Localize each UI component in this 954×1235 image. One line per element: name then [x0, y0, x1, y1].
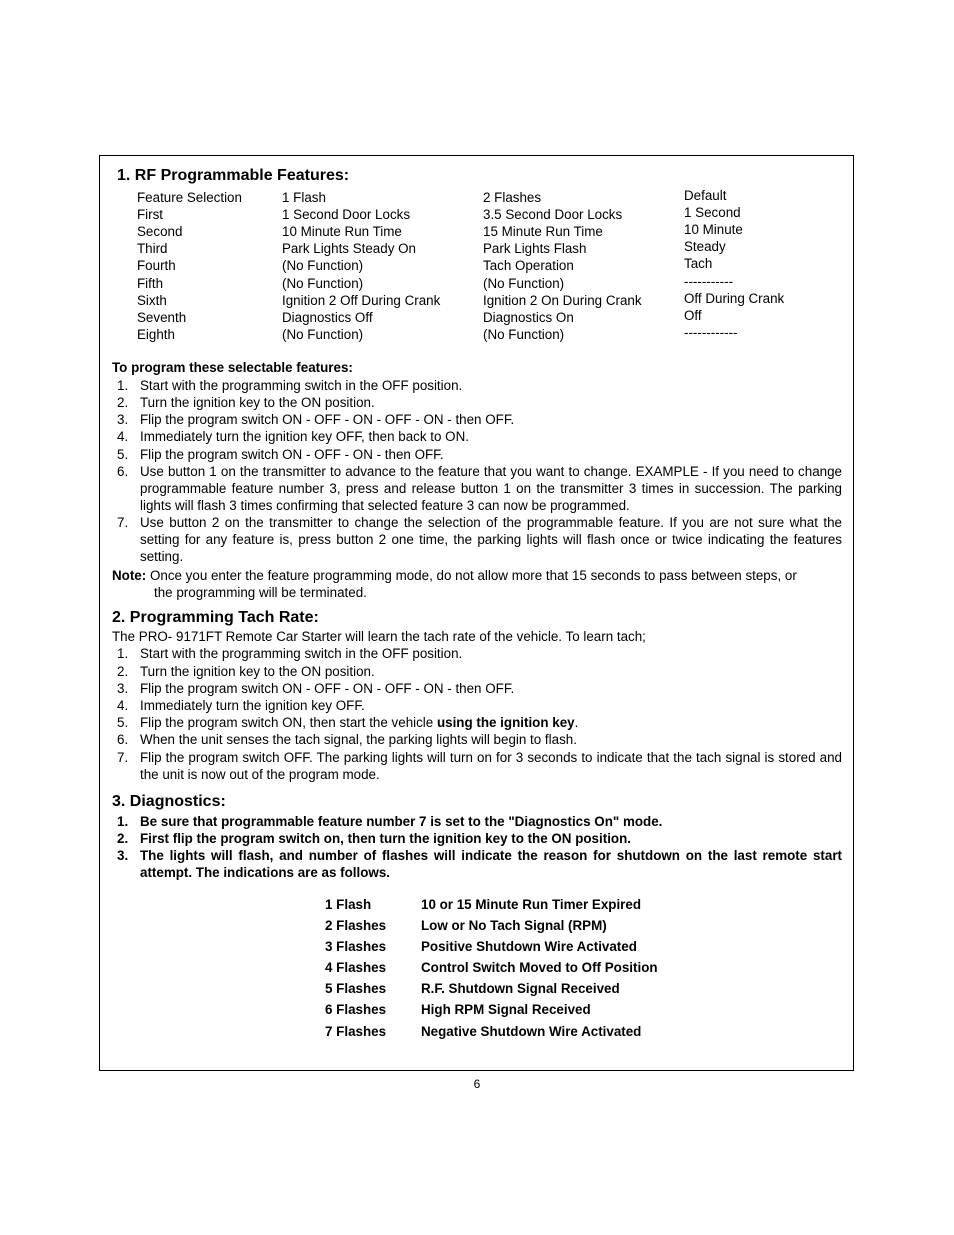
feature-row	[0, 240, 954, 257]
feature-default: ------------	[684, 325, 738, 340]
section3-title: 3. Diagnostics:	[112, 793, 226, 810]
step-number: 3.	[117, 681, 129, 696]
step-text: Use button 1 on the transmitter to advance to the feature that you want to change. EXAMPLE - If you need to change programmable feature number 3, press and release button 1 on the transmitter 3 times in succession. The parking lights will flash 3 times confirming that selected feature 3 can now be programmed.	[140, 464, 842, 513]
note-label: Note:	[112, 568, 147, 583]
feature-default: Tach	[684, 256, 713, 271]
flash-code-row	[0, 938, 954, 956]
step-text-emphasis: using the ignition key	[436, 715, 575, 730]
flash-reason: Positive Shutdown Wire Activated	[421, 939, 637, 954]
feature-option-1: Diagnostics Off	[282, 310, 373, 325]
flash-count: 2 Flashes	[325, 918, 387, 933]
feature-default: -----------	[684, 274, 734, 289]
step-number: 3.	[117, 848, 129, 863]
flash-reason: Low or No Tach Signal (RPM)	[421, 918, 607, 933]
feature-name: Second	[137, 224, 183, 239]
step-number: 7.	[117, 515, 129, 530]
header-default: Default	[684, 188, 727, 203]
note-text: Once you enter the feature programming mode, do not allow more that 15 seconds to pass between steps, or	[149, 568, 797, 583]
feature-option-2: (No Function)	[483, 327, 565, 342]
feature-default: 1 Second	[684, 205, 741, 220]
flash-count: 5 Flashes	[325, 981, 387, 996]
step-number: 5.	[117, 715, 129, 730]
step-number: 5.	[117, 447, 129, 462]
step-text: Immediately turn the ignition key OFF.	[140, 698, 365, 713]
section2-title: 2. Programming Tach Rate:	[112, 609, 319, 626]
step-text: Use button 2 on the transmitter to change the selection of the programmable feature. If you are not sure what the setting for any feature is, press button 2 one time, the parking lights will flash once or twice indicating the features setting.	[140, 515, 842, 564]
step-number: 2.	[117, 831, 129, 846]
step-number: 1.	[117, 814, 129, 829]
feature-row	[0, 292, 954, 309]
header-feature-selection: Feature Selection	[137, 190, 242, 205]
flash-count: 7 Flashes	[325, 1024, 387, 1039]
flash-code-row	[0, 1001, 954, 1019]
step-number: 6.	[117, 732, 129, 747]
step-number: 3.	[117, 412, 129, 427]
step-text: Immediately turn the ignition key OFF, then back to ON.	[140, 429, 469, 444]
feature-default: Off	[684, 308, 702, 323]
step-text: Turn the ignition key to the ON position.	[140, 664, 375, 679]
feature-name: Fourth	[137, 258, 176, 273]
feature-name: First	[137, 207, 164, 222]
feature-option-1: Ignition 2 Off During Crank	[282, 293, 441, 308]
header-1-flash: 1 Flash	[282, 190, 326, 205]
step-number: 2.	[117, 395, 129, 410]
step-text-start: Flip the program switch ON, then start the vehicle	[140, 715, 437, 730]
flash-code-row	[0, 896, 954, 914]
flash-count: 1 Flash	[325, 897, 372, 912]
step-number: 1.	[117, 378, 129, 393]
step-text: Start with the programming switch in the OFF position.	[140, 378, 463, 393]
section2-intro: The PRO- 9171FT Remote Car Starter will learn the tach rate of the vehicle. To learn tach;	[112, 629, 646, 644]
program-features-heading: To program these selectable features:	[112, 360, 353, 375]
feature-name: Fifth	[137, 276, 164, 291]
feature-name: Seventh	[137, 310, 187, 325]
flash-count: 6 Flashes	[325, 1002, 387, 1017]
flash-reason: Negative Shutdown Wire Activated	[421, 1024, 642, 1039]
feature-option-1: 10 Minute Run Time	[282, 224, 402, 239]
step-text: Flip the program switch OFF. The parking lights will turn on for 3 seconds to indicate that the tach signal is stored and the unit is now out of the program mode.	[140, 750, 842, 782]
step-text: Be sure that programmable feature number 7 is set to the "Diagnostics On" mode.	[140, 814, 663, 829]
feature-option-2: (No Function)	[483, 276, 565, 291]
flash-reason: High RPM Signal Received	[421, 1002, 591, 1017]
feature-option-1: (No Function)	[282, 327, 364, 342]
feature-option-2: 15 Minute Run Time	[483, 224, 603, 239]
feature-option-2: 3.5 Second Door Locks	[483, 207, 623, 222]
step-text: First flip the program switch on, then turn the ignition key to the ON position.	[140, 831, 631, 846]
note-text-continued: the programming will be terminated.	[154, 585, 367, 600]
feature-row	[0, 275, 954, 292]
flash-reason: 10 or 15 Minute Run Timer Expired	[421, 897, 642, 912]
flash-reason: R.F. Shutdown Signal Received	[421, 981, 620, 996]
flash-count: 4 Flashes	[325, 960, 387, 975]
step-number: 7.	[117, 750, 129, 765]
feature-default: 10 Minute	[684, 222, 743, 237]
step-text: Flip the program switch ON - OFF - ON - then OFF.	[140, 447, 444, 462]
feature-name: Third	[137, 241, 168, 256]
step-number: 2.	[117, 664, 129, 679]
flash-code-row	[0, 1023, 954, 1041]
flash-code-row	[0, 980, 954, 998]
feature-row	[0, 223, 954, 240]
step-text	[140, 714, 842, 731]
step-text-end: .	[574, 715, 579, 730]
section1-title: 1. RF Programmable Features:	[117, 167, 350, 184]
step-text: When the unit senses the tach signal, the parking lights will begin to flash.	[140, 732, 577, 747]
feature-row	[0, 309, 954, 326]
feature-option-1: (No Function)	[282, 276, 364, 291]
flash-code-row	[0, 959, 954, 977]
step-number: 4.	[117, 429, 129, 444]
feature-row	[0, 206, 954, 223]
step-text: Flip the program switch ON - OFF - ON - OFF - ON - then OFF.	[140, 681, 515, 696]
step-number: 4.	[117, 698, 129, 713]
flash-code-row	[0, 917, 954, 935]
step-text: Turn the ignition key to the ON position.	[140, 395, 375, 410]
step-number: 6.	[117, 464, 129, 479]
feature-option-1: (No Function)	[282, 258, 364, 273]
page-number: 6	[473, 1077, 481, 1091]
feature-option-1: Park Lights Steady On	[282, 241, 416, 256]
feature-option-2: Tach Operation	[483, 258, 574, 273]
feature-default: Steady	[684, 239, 726, 254]
header-2-flashes: 2 Flashes	[483, 190, 542, 205]
feature-name: Sixth	[137, 293, 167, 308]
step-number: 1.	[117, 646, 129, 661]
flash-count: 3 Flashes	[325, 939, 387, 954]
feature-default: Off During Crank	[684, 291, 785, 306]
feature-option-2: Diagnostics On	[483, 310, 574, 325]
flash-reason: Control Switch Moved to Off Position	[421, 960, 658, 975]
feature-name: Eighth	[137, 327, 175, 342]
feature-option-2: Ignition 2 On During Crank	[483, 293, 642, 308]
feature-row	[0, 257, 954, 274]
step-text: Flip the program switch ON - OFF - ON - OFF - ON - then OFF.	[140, 412, 515, 427]
feature-row	[0, 326, 954, 343]
note	[112, 567, 842, 601]
feature-option-1: 1 Second Door Locks	[282, 207, 411, 222]
feature-table-header	[0, 189, 954, 206]
step-text: The lights will flash, and number of flashes will indicate the reason for shutdown on the last remote start attempt. The indications are as follows.	[140, 848, 842, 880]
feature-option-2: Park Lights Flash	[483, 241, 587, 256]
step-text: Start with the programming switch in the OFF position.	[140, 646, 463, 661]
